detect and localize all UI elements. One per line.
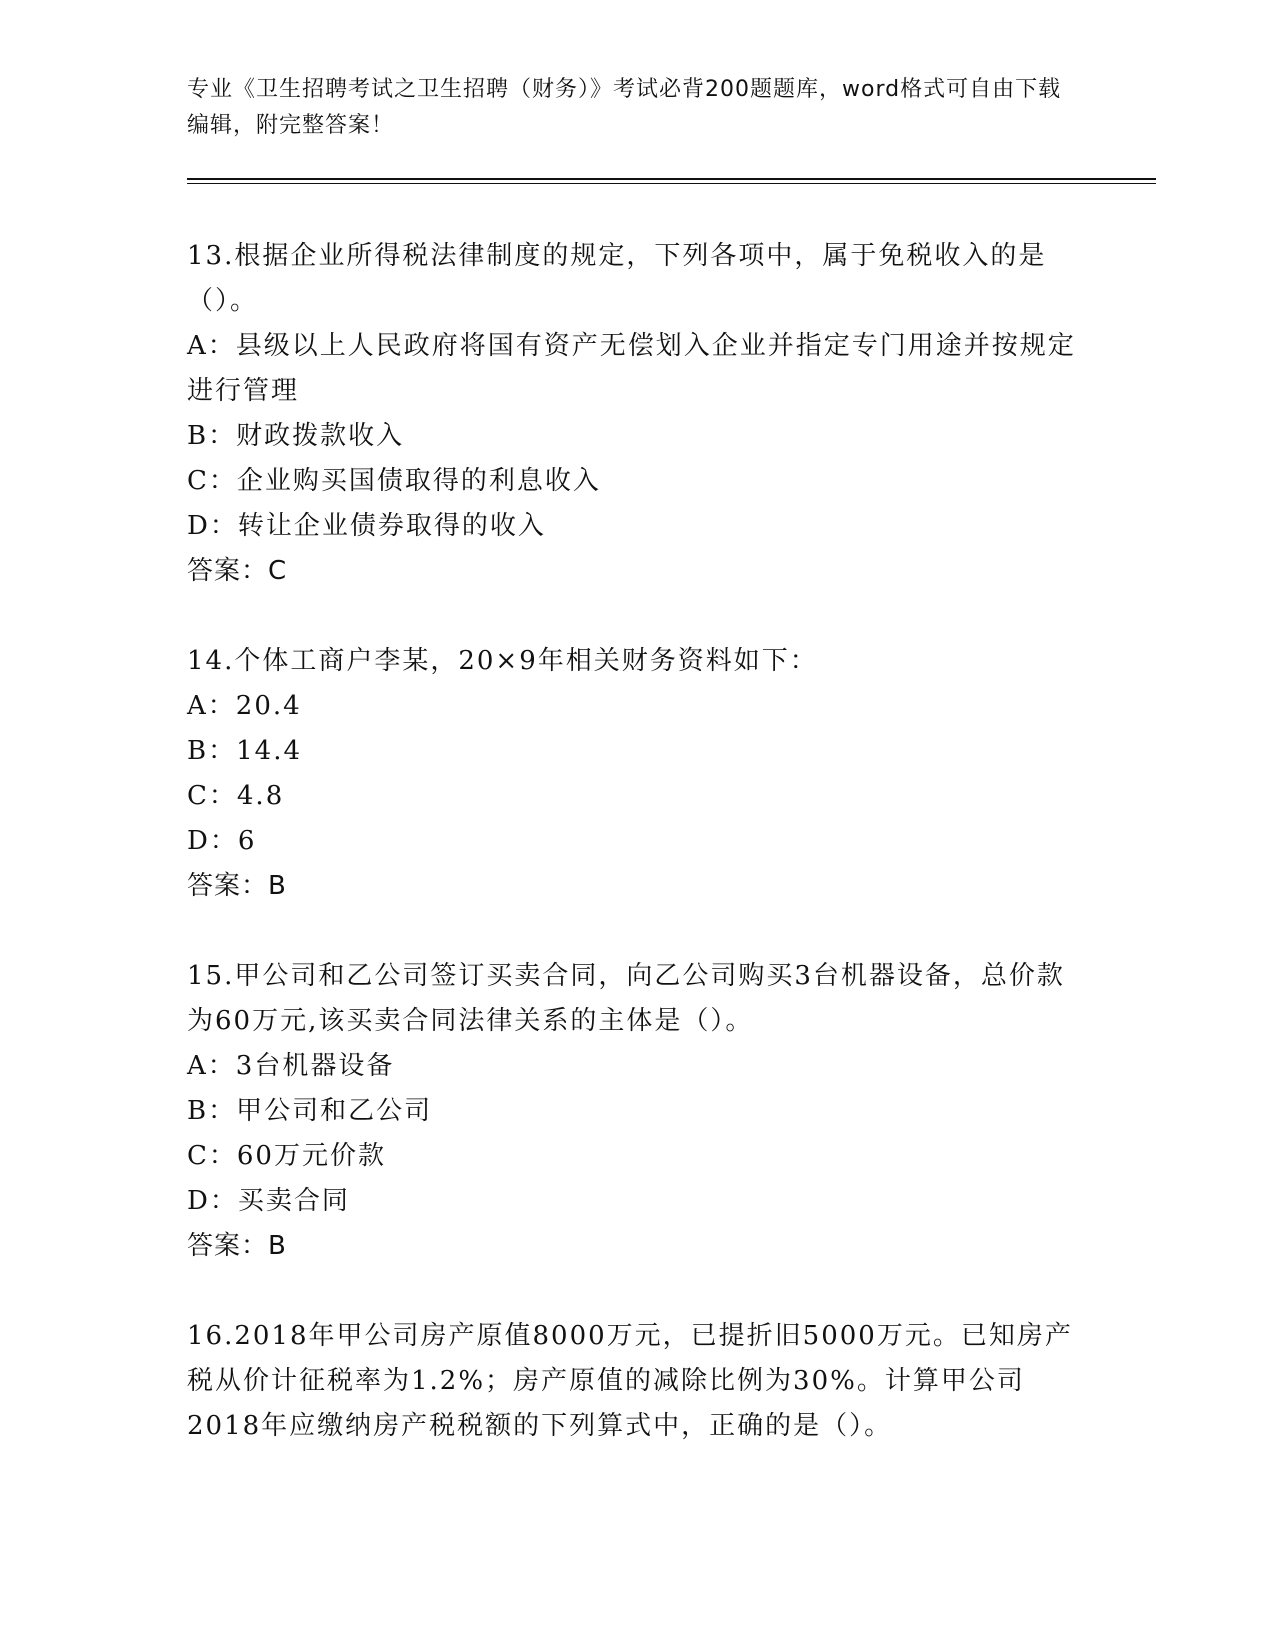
answer-text: 答案：C: [187, 556, 288, 586]
option-c: C：企业购买国债取得的利息收入: [187, 466, 601, 496]
question-13: [187, 234, 1087, 594]
question-list: [187, 234, 1087, 1494]
option-a: A：20.4: [187, 691, 302, 721]
option-b: B：14.4: [187, 736, 302, 766]
question-15: [187, 954, 1087, 1269]
option-b: B：甲公司和乙公司: [187, 1096, 433, 1126]
option-b: B：财政拨款收入: [187, 421, 405, 451]
question-stem: 13.根据企业所得税法律制度的规定，下列各项中，属于免税收入的是（）。: [187, 241, 1047, 316]
header-divider: [187, 178, 1156, 180]
question-stem: 15.甲公司和乙公司签订买卖合同，向乙公司购买3台机器设备，总价款为60万元,该买卖合同法律关系的主体是（）。: [187, 961, 1065, 1036]
question-stem: 16.2018年甲公司房产原值8000万元，已提折旧5000万元。已知房产税从价计征税率为1.2%；房产原值的减除比例为30%。计算甲公司2018年应缴纳房产税税额的下列算式中，正确的是（）。: [187, 1321, 1073, 1441]
option-a: A：县级以上人民政府将国有资产无偿划入企业并指定专门用途并按规定进行管理: [187, 331, 1076, 406]
question-14: [187, 639, 1087, 909]
option-c: C：60万元价款: [187, 1141, 386, 1171]
option-d: D：买卖合同: [187, 1186, 350, 1216]
question-stem: 14.个体工商户李某，20×9年相关财务资料如下：: [187, 646, 818, 676]
answer-text: 答案：B: [187, 1231, 287, 1261]
question-16: [187, 1314, 1087, 1449]
header-divider-thin: [187, 183, 1156, 184]
page-header: [187, 72, 1067, 144]
header-title: 专业《卫生招聘考试之卫生招聘（财务）》考试必背200题题库，word格式可自由下载编辑，附完整答案！: [187, 77, 1062, 138]
option-a: A：3台机器设备: [187, 1051, 395, 1081]
answer-text: 答案：B: [187, 871, 287, 901]
option-c: C：4.8: [187, 781, 285, 811]
option-d: D：6: [187, 826, 257, 856]
option-d: D：转让企业债券取得的收入: [187, 511, 546, 541]
